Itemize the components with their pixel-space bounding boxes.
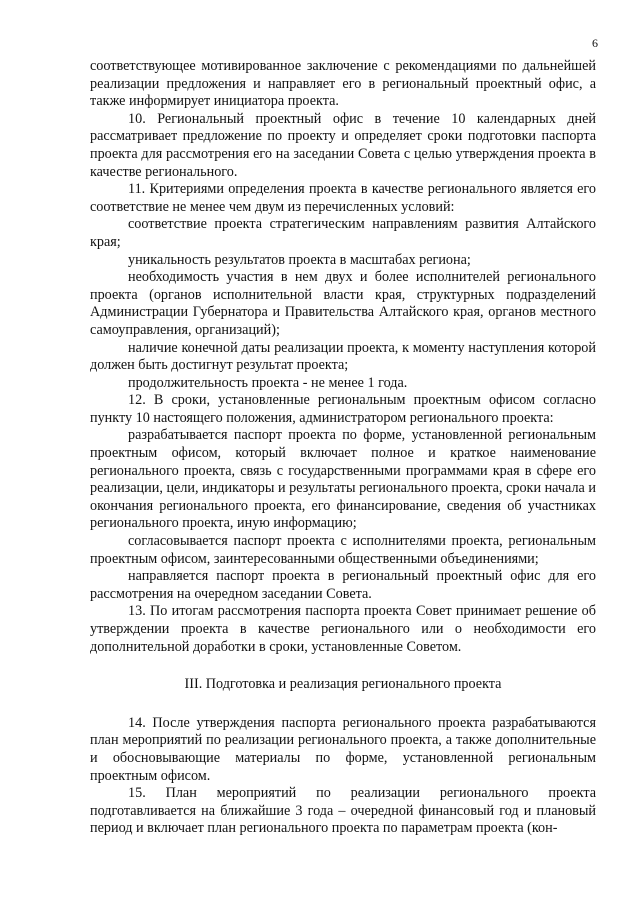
- list-item: наличие конечной даты реализации проекта, к моменту наступления которой должен быть достигнут результат проекта;: [90, 339, 596, 374]
- paragraph: 10. Региональный проектный офис в течение 10 календарных дней рассматривает предложение по проекту и определяет сроки подготовки паспорта проекта для рассмотрения его на заседании Совета с целью утверждения проекта в качестве регионального.: [90, 110, 596, 180]
- paragraph: 14. После утверждения паспорта регионального проекта разрабатываются план мероприятий по реализации регионального проекта, а также дополнительные и обосновывающие материалы по форме, установленной региональным проектным офисом.: [90, 714, 596, 784]
- list-item: соответствие проекта стратегическим направлениям развития Алтайского края;: [90, 216, 596, 250]
- list-item: согласовывается паспорт проекта с исполнителями проекта, региональным проектным офисом, заинтересованными общественными объединениями;: [90, 533, 596, 567]
- list-item: разрабатывается паспорт проекта по форме, установленной региональным проектным офисом, который включает полное и краткое наименование регионального проекта, связь с государственными программами края в сфере его реализации, цели, индикаторы и результаты регионального проекта, сроки начала и окончания регионального проекта, его финансирование, сведения об участниках регионального проекта, иную информацию;: [90, 427, 596, 532]
- paragraph: 13. По итогам рассмотрения паспорта проекта Совет принимает решение об утверждении проекта в качестве регионального или о необходимости его дополнительной доработки в сроки, установленные Советом.: [90, 603, 596, 655]
- list-item: продолжительность проекта - не менее 1 года.: [128, 374, 408, 391]
- paragraph: 11. Критериями определения проекта в качестве регионального является его соответствие не менее чем двум из перечисленных условий:: [90, 181, 596, 215]
- section-heading: III. Подготовка и реализация регионального проекта: [184, 676, 502, 693]
- paragraph: 12. В сроки, установленные региональным проектным офисом согласно пункту 10 настоящего положения, администратором регионального проекта:: [90, 392, 596, 426]
- paragraph: соответствующее мотивированное заключение с рекомендациями по дальнейшей реализации предложения и направляет его в региональный проектный офис, а также информирует инициатора проекта.: [90, 58, 596, 110]
- document-body: [90, 58, 596, 838]
- list-item: уникальность результатов проекта в масштабах региона;: [128, 251, 471, 268]
- page-number: 6: [592, 36, 598, 50]
- list-item: направляется паспорт проекта в региональный проектный офис для его рассмотрения на очередном заседании Совета.: [90, 568, 596, 602]
- list-item: необходимость участия в нем двух и более исполнителей регионального проекта (органов исполнительной власти края, структурных подразделений Администрации Губернатора и Правительства Алтайского края, органов местного самоуправления, организаций);: [90, 269, 596, 338]
- paragraph: 15. План мероприятий по реализации регионального проекта подготавливается на ближайшие 3 года – очередной финансовый год и плановый период и включает план регионального проекта по параметрам проекта (кон-: [90, 785, 596, 837]
